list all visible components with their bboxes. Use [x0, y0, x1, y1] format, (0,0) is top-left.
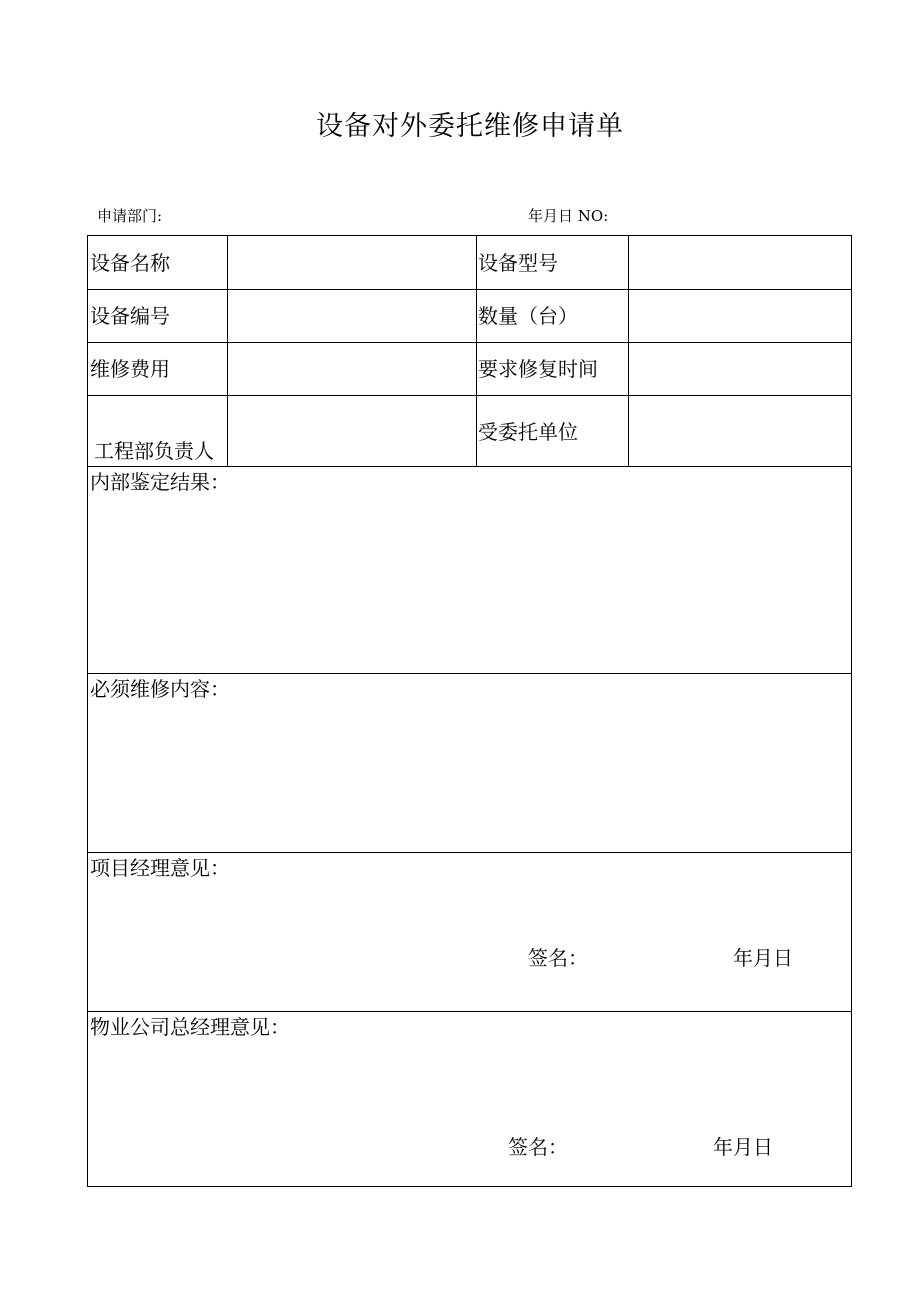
required-content-label: 必须维修内容：: [90, 677, 230, 701]
request-form-table: [87, 235, 852, 1187]
equipment-name-label: 设备名称: [90, 251, 170, 275]
page-title: 设备对外委托维修申请单: [316, 111, 624, 142]
pm-date-label: 年月日: [733, 946, 793, 970]
entrusted-unit-label: 受委托单位: [478, 420, 578, 444]
row-divider: [88, 852, 851, 853]
gm-opinion-label: 物业公司总经理意见：: [90, 1015, 290, 1039]
row-divider: [88, 395, 851, 396]
pm-opinion-label: 项目经理意见：: [90, 856, 230, 880]
row-divider: [88, 342, 851, 343]
row-divider: [88, 1011, 851, 1012]
internal-result-label: 内部鉴定结果：: [90, 470, 230, 494]
department-label: 申请部门:: [97, 207, 163, 225]
date-no-label: 年月日 NO:: [528, 207, 609, 225]
row-divider: [88, 466, 851, 467]
equipment-model-label: 设备型号: [478, 251, 558, 275]
repair-cost-label: 维修费用: [90, 357, 170, 381]
row-divider: [88, 289, 851, 290]
gm-sign-label: 签名：: [508, 1135, 568, 1159]
column-divider: [227, 236, 228, 466]
equipment-number-label: 设备编号: [90, 304, 170, 328]
row-divider: [88, 673, 851, 674]
gm-date-label: 年月日: [713, 1135, 773, 1159]
engineering-head-label: 工程部负责人: [94, 439, 214, 463]
pm-sign-label: 签名：: [528, 946, 588, 970]
quantity-label: 数量（台）: [478, 304, 578, 328]
column-divider: [476, 236, 477, 466]
required-repair-time-label: 要求修复时间: [478, 357, 598, 381]
column-divider: [628, 236, 629, 466]
